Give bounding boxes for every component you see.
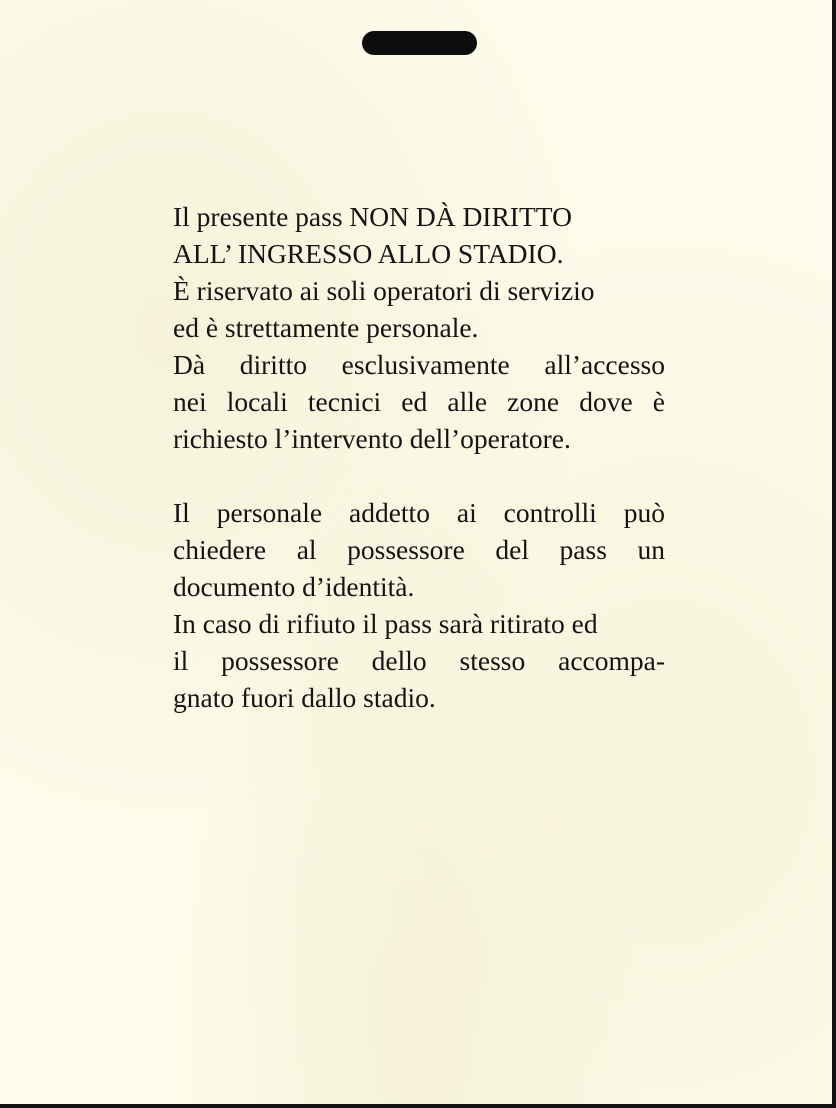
terms-line: gnato fuori dallo stadio. [173,682,436,713]
terms-line: Il personale addetto ai controlli può [173,497,665,528]
terms-line: ALL’ INGRESSO ALLO STADIO. [173,238,564,269]
terms-line: richiesto l’intervento dell’operatore. [173,423,571,454]
terms-line: documento d’identità. [173,571,415,602]
terms-line: nei locali tecnici ed alle zone dove è [173,386,665,417]
terms-line: Il presente pass NON DÀ DIRITTO [173,201,572,232]
terms-line: È riservato ai soli operatori di servizio [173,275,595,306]
terms-line: Dà diritto esclusivamente all’accesso [173,349,665,380]
terms-line: il possessore dello stesso accompa- [173,645,665,676]
terms-line: In caso di rifiuto il pass sarà ritirato ed [173,608,598,639]
paragraph-gap [173,457,665,494]
terms-line: ed è strettamente personale. [173,312,479,343]
pass-terms-text [173,198,665,716]
lanyard-slot [362,31,477,55]
terms-line: chiedere al possessore del pass un [173,534,665,565]
